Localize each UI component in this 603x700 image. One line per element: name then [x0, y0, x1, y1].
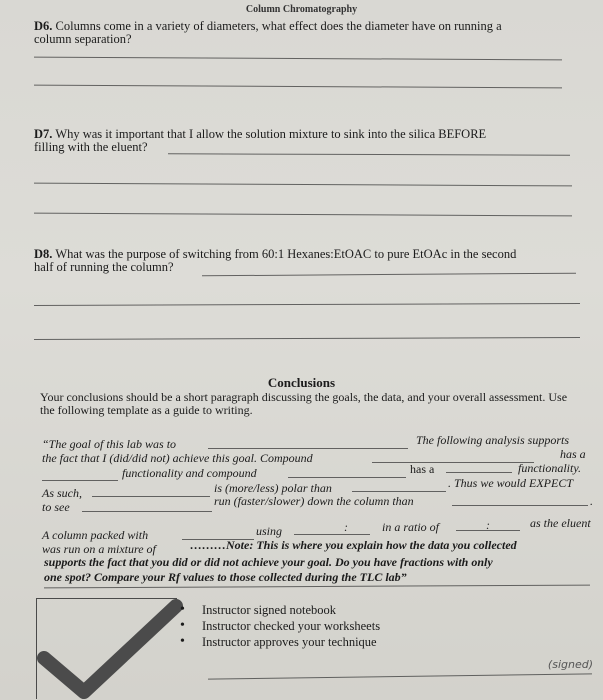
answer-line[interactable] — [44, 585, 590, 589]
template-text: : — [486, 518, 490, 532]
template-text: A column packed with — [42, 528, 149, 542]
template-text: was run on a mixture of — [42, 542, 156, 556]
template-text: is (more/less) polar than — [214, 481, 332, 495]
question-number: D7. — [34, 127, 53, 141]
template-text: As such, — [42, 486, 82, 500]
template-text: using — [256, 524, 283, 538]
blank-line[interactable] — [208, 448, 408, 449]
template-text: supports the fact that you did or did not achieve your goal. Do you have fractions with only — [44, 555, 493, 569]
question-number: D6. — [34, 19, 53, 33]
blank-line[interactable] — [446, 472, 512, 473]
question-text-cont: half of running the column? — [34, 260, 174, 274]
checkmark-icon — [36, 596, 186, 700]
question-text-cont: column separation? — [34, 32, 132, 46]
blank-line[interactable] — [352, 491, 446, 492]
conclusions-title: Conclusions — [267, 375, 336, 390]
checklist-item: • Instructor checked your worksheets — [180, 618, 380, 634]
question-d6 — [34, 20, 574, 46]
template-text: . — [590, 494, 593, 508]
question-d8 — [34, 248, 574, 274]
blank-line[interactable] — [288, 477, 406, 478]
question-text-cont: filling with the eluent? — [34, 140, 148, 154]
answer-line[interactable] — [34, 337, 580, 340]
answer-line[interactable] — [34, 303, 580, 306]
template-text: run (faster/slower) down the column than — [214, 494, 414, 508]
template-text: : — [344, 520, 348, 534]
template-text: ………Note: This is where you explain how the data you collected — [190, 538, 517, 552]
answer-line[interactable] — [34, 57, 562, 61]
blank-line[interactable] — [294, 534, 370, 535]
question-d7 — [34, 128, 574, 154]
template-text: to see — [42, 500, 70, 514]
answer-line[interactable] — [168, 153, 570, 155]
template-text: . Thus we would EXPECT — [448, 476, 574, 490]
template-text: “The goal of this lab was to — [42, 437, 177, 451]
answer-line[interactable] — [34, 213, 572, 217]
question-text: What was the purpose of switching from 60:1 Hexanes:EtOAC to pure EtOAc in the second — [55, 247, 517, 261]
blank-line[interactable] — [372, 462, 534, 463]
template-text: as the eluent — [530, 516, 591, 530]
checklist-item: • Instructor signed notebook — [180, 602, 380, 618]
template-text: has a — [410, 462, 435, 476]
conclusions-intro: Your conclusions should be a short paragraph discussing the goals, the data, and your overall assessment. Use the following template as a guide to writing. — [40, 390, 568, 417]
checklist-items — [180, 602, 380, 650]
checklist-item: • Instructor approves your technique — [180, 634, 380, 650]
template-text: has a — [560, 447, 586, 461]
signed-label: (signed) — [547, 658, 593, 671]
page-header: Column Chromatography — [245, 4, 358, 15]
blank-line[interactable] — [82, 511, 212, 512]
blank-line[interactable] — [452, 505, 588, 506]
blank-line[interactable] — [92, 496, 210, 497]
template-text: in a ratio of — [382, 520, 440, 534]
answer-line[interactable] — [34, 85, 562, 89]
template-text: functionality and compound — [122, 466, 257, 480]
template-text: one spot? Compare your Rf values to those collected during the TLC lab” — [44, 570, 407, 584]
blank-line[interactable] — [42, 480, 118, 481]
template-text: the fact that I (did/did not) achieve this goal. Compound — [42, 451, 313, 465]
question-text: Columns come in a variety of diameters, what effect does the diameter have on running a — [55, 19, 502, 33]
question-number: D8. — [34, 247, 53, 261]
template-text: functionality. — [518, 461, 581, 475]
template-text: The following analysis supports — [416, 433, 570, 447]
answer-line[interactable] — [34, 183, 572, 187]
question-text: Why was it important that I allow the solution mixture to sink into the silica BEFORE — [55, 127, 487, 141]
